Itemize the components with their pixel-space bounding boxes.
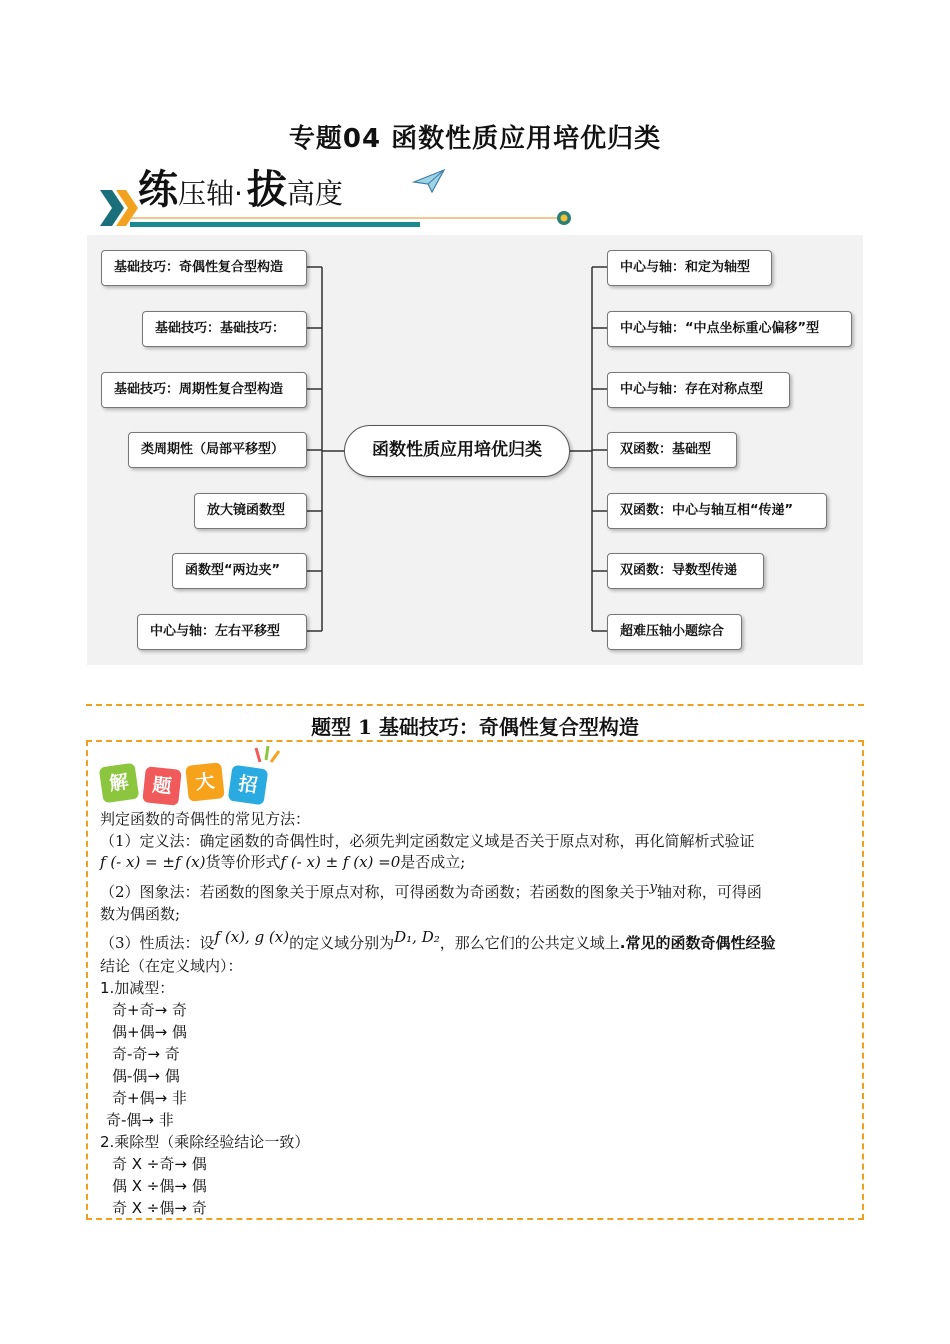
add-rule-2: 偶+偶→ 偶 <box>112 1023 187 1041</box>
right-node-2: 中心与轴：“中点坐标重心偏移”型 <box>607 311 852 347</box>
formula-3: f (x), g (x) <box>214 928 290 946</box>
right-node-6: 双函数：导数型传递 <box>607 553 764 589</box>
mul-rule-1: 奇 X ÷奇→ 偶 <box>112 1155 207 1173</box>
formula-4: D₁, D₂ <box>394 928 440 946</box>
method-2-text-b: 轴对称，可得函 <box>656 883 762 901</box>
add-rule-5: 奇+偶→ 非 <box>112 1089 187 1107</box>
mind-map-center-node: 函数性质应用培优归类 <box>344 425 570 477</box>
method-3-text-b: 的定义域分别为 <box>289 934 395 952</box>
section-top-divider <box>86 704 864 706</box>
badge-2: 题 <box>142 766 182 806</box>
method-2-line <box>100 881 762 902</box>
section-title: 题型 1 基础技巧：奇偶性复合型构造 <box>311 715 639 739</box>
method-1-formula-line <box>100 851 465 872</box>
banner-text-1: 压轴· <box>178 177 243 210</box>
left-node-6: 函数型“两边夹” <box>172 553 307 589</box>
mind-map <box>87 235 863 665</box>
method-3-text-d: .常见的函数奇偶性经验 <box>619 934 776 952</box>
left-node-7: 中心与轴：左右平移型 <box>137 614 307 650</box>
method-3-text-c: ，那么它们的公共定义域上 <box>439 934 620 952</box>
document-title: 专题04 函数性质应用培优归类 <box>288 124 662 154</box>
method-1-text-b: 货等价形式 <box>205 853 281 871</box>
banner-char-1: 练 <box>138 166 178 213</box>
left-node-1: 基础技巧：奇偶性复合型构造 <box>101 250 307 286</box>
mul-title: 2.乘除型（乘除经验结论一致） <box>100 1133 310 1151</box>
paper-plane-icon <box>412 168 446 194</box>
formula-2: f (- x) ± f (x) =0 <box>280 853 401 871</box>
right-node-3: 中心与轴：存在对称点型 <box>607 372 790 408</box>
banner-heading <box>138 158 343 215</box>
badge-3: 大 <box>185 762 225 802</box>
right-node-4: 双函数：基础型 <box>607 432 737 468</box>
mul-rule-2: 偶 X ÷偶→ 偶 <box>112 1177 207 1195</box>
right-node-5: 双函数：中心与轴互相“传递” <box>607 493 827 529</box>
add-rule-3: 奇-奇→ 奇 <box>112 1045 180 1063</box>
right-node-1: 中心与轴：和定为轴型 <box>607 250 772 286</box>
right-node-7: 超难压轴小题综合 <box>607 614 742 650</box>
method-1-text: （1）定义法：确定函数的奇偶性时，必须先判定函数定义域是否关于原点对称，再化简解析式验证 <box>100 832 755 850</box>
badge-1: 解 <box>99 763 140 804</box>
add-rule-1: 奇+奇→ 奇 <box>112 1001 187 1019</box>
intro-text: 判定函数的奇偶性的常见方法： <box>100 810 311 828</box>
banner-text-2: 高度 <box>286 177 343 210</box>
mul-rule-3: 奇 X ÷偶→ 奇 <box>112 1199 207 1217</box>
add-rule-4: 偶-偶→ 偶 <box>112 1067 180 1085</box>
method-3-line <box>100 928 776 953</box>
left-node-3: 基础技巧：周期性复合型构造 <box>101 372 307 408</box>
method-2-text-c: 数为偶函数; <box>100 905 181 923</box>
y-axis-symbol: y <box>649 880 657 895</box>
banner-char-2: 拔 <box>246 166 287 213</box>
method-3-text-e: 结论（在定义域内）： <box>100 957 243 975</box>
sparkle-icon <box>252 744 282 766</box>
method-2-text-a: （2）图象法：若函数的图象关于原点对称，可得函数为奇函数；若函数的图象关于 <box>100 883 650 901</box>
left-node-4: 类周期性（局部平移型） <box>128 432 307 468</box>
method-3-text-a: （3）性质法：设 <box>100 934 215 952</box>
badge-4: 招 <box>228 765 269 806</box>
left-node-2: 基础技巧：基础技巧： <box>142 311 307 347</box>
method-1-text-c: 是否成立; <box>400 853 466 871</box>
add-rule-6: 奇-偶→ 非 <box>106 1111 174 1129</box>
left-node-5: 放大镜函数型 <box>194 493 307 529</box>
banner-underline <box>130 208 576 232</box>
formula-1: f (- x) = ±f (x) <box>100 853 206 871</box>
add-title: 1.加减型： <box>100 979 175 997</box>
